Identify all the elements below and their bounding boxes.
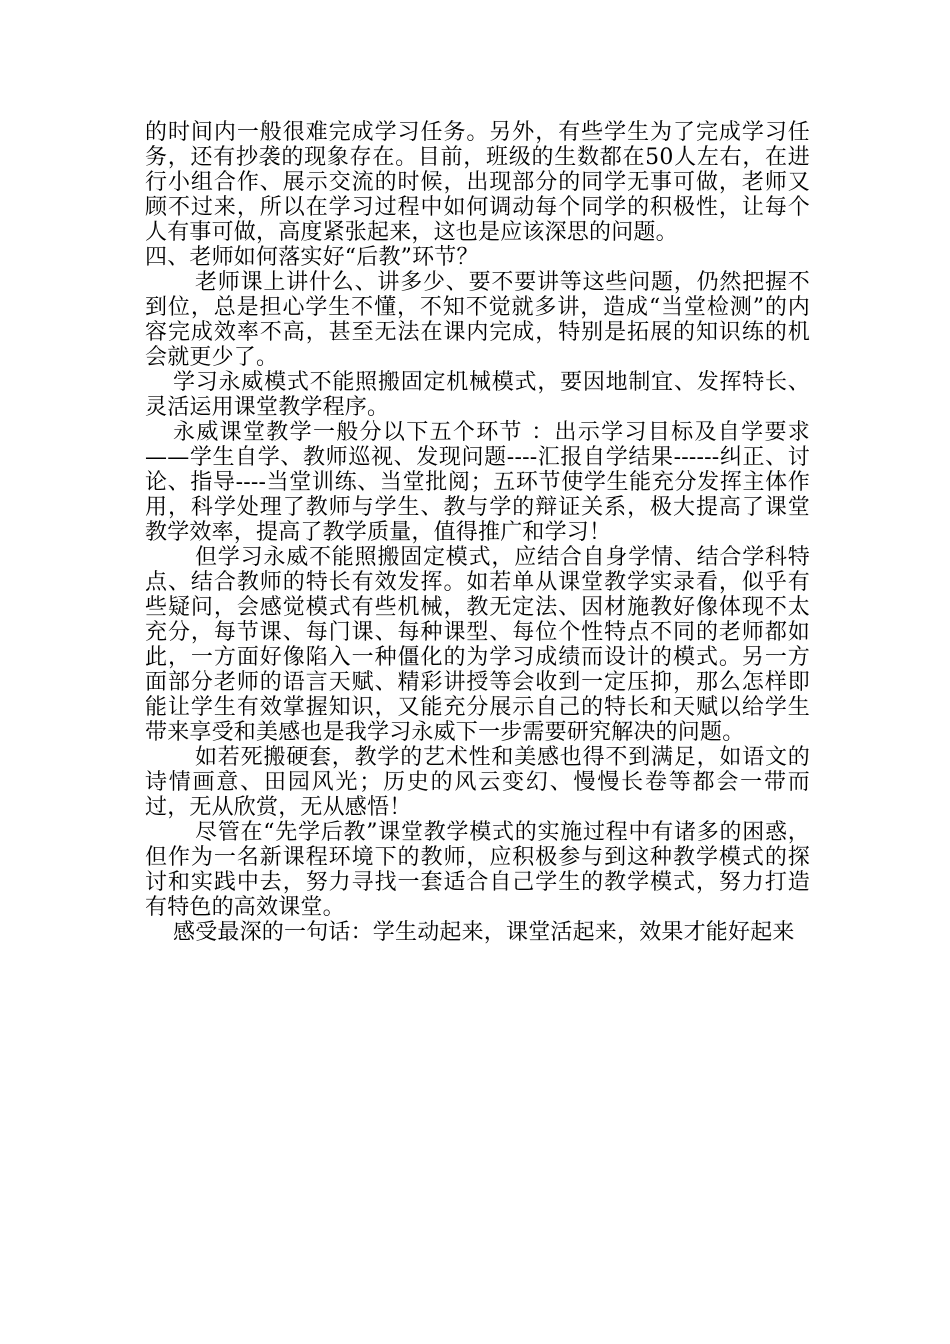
- paragraph-quote: 感受最深的一句话：学生动起来，课堂活起来，效果才能好起来: [173, 920, 795, 945]
- paragraph-lecture-issues: 老师课上讲什么、讲多少、要不要讲等这些问题，仍然把握不到位，总是担心学生不懂，不知不觉就多讲，造成“当堂检测”的内容完成效率不高，甚至无法在课内完成，特别是拓展的知识练的机会就更少了。: [145, 270, 810, 370]
- paragraph-five-steps: 永威课堂教学一般分以下五个环节 ：出示学习目标及自学要求——学生自学、教师巡视、发现问题----汇报自学结果------纠正、讨论、指导----当堂训练、当堂批阅；五环节使学生能充分发挥主体作用，科学处理了教师与学生、教与学的辩证关系，极大提高了课堂教学效率，提高了教学质量，值得推广和学习！: [145, 420, 810, 545]
- paragraph-flexible-mode: 学习永威模式不能照搬固定机械模式，要因地制宜、发挥特长、灵活运用课堂教学程序。: [145, 370, 810, 420]
- document-body: [145, 120, 810, 945]
- paragraph-combine-context: 但学习永威不能照搬固定模式，应结合自身学情、结合学科特点、结合教师的特长有效发挥。如若单从课堂教学实录看，似乎有些疑问，会感觉模式有些机械，教无定法、因材施教好像体现不太充分，每节课、每门课、每种课型、每位个性特点不同的老师都如此，一方面好像陷入一种僵化的为学习成绩而设计的模式。另一方面部分老师的语言天赋、精彩讲授等会收到一定压抑，那么怎样即能让学生有效掌握知识，又能充分展示自己的特长和天赋以给学生带来享受和美感也是我学习永威下一步需要研究解决的问题。: [145, 545, 810, 745]
- paragraph-continuation: 的时间内一般很难完成学习任务。另外，有些学生为了完成学习任务，还有抄袭的现象存在。目前，班级的生数都在50人左右，在进行小组合作、展示交流的时候，出现部分的同学无事可做，老师又顾不过来，所以在学习过程中如何调动每个同学的积极性，让每个人有事可做，高度紧张起来，这也是应该深思的问题。: [145, 120, 810, 245]
- paragraph-conclusion: 尽管在“先学后教”课堂教学模式的实施过程中有诸多的困惑，但作为一名新课程环境下的教师，应积极参与到这种教学模式的探讨和实践中去，努力寻找一套适合自己学生的教学模式，努力打造有特色的高效课堂。: [145, 820, 810, 920]
- paragraph-art-beauty: 如若死搬硬套，教学的艺术性和美感也得不到满足，如语文的诗情画意、田园风光；历史的风云变幻、慢慢长卷等都会一带而过，无从欣赏，无从感悟！: [145, 745, 810, 820]
- section-heading: 四、老师如何落实好“后教”环节？: [145, 245, 479, 270]
